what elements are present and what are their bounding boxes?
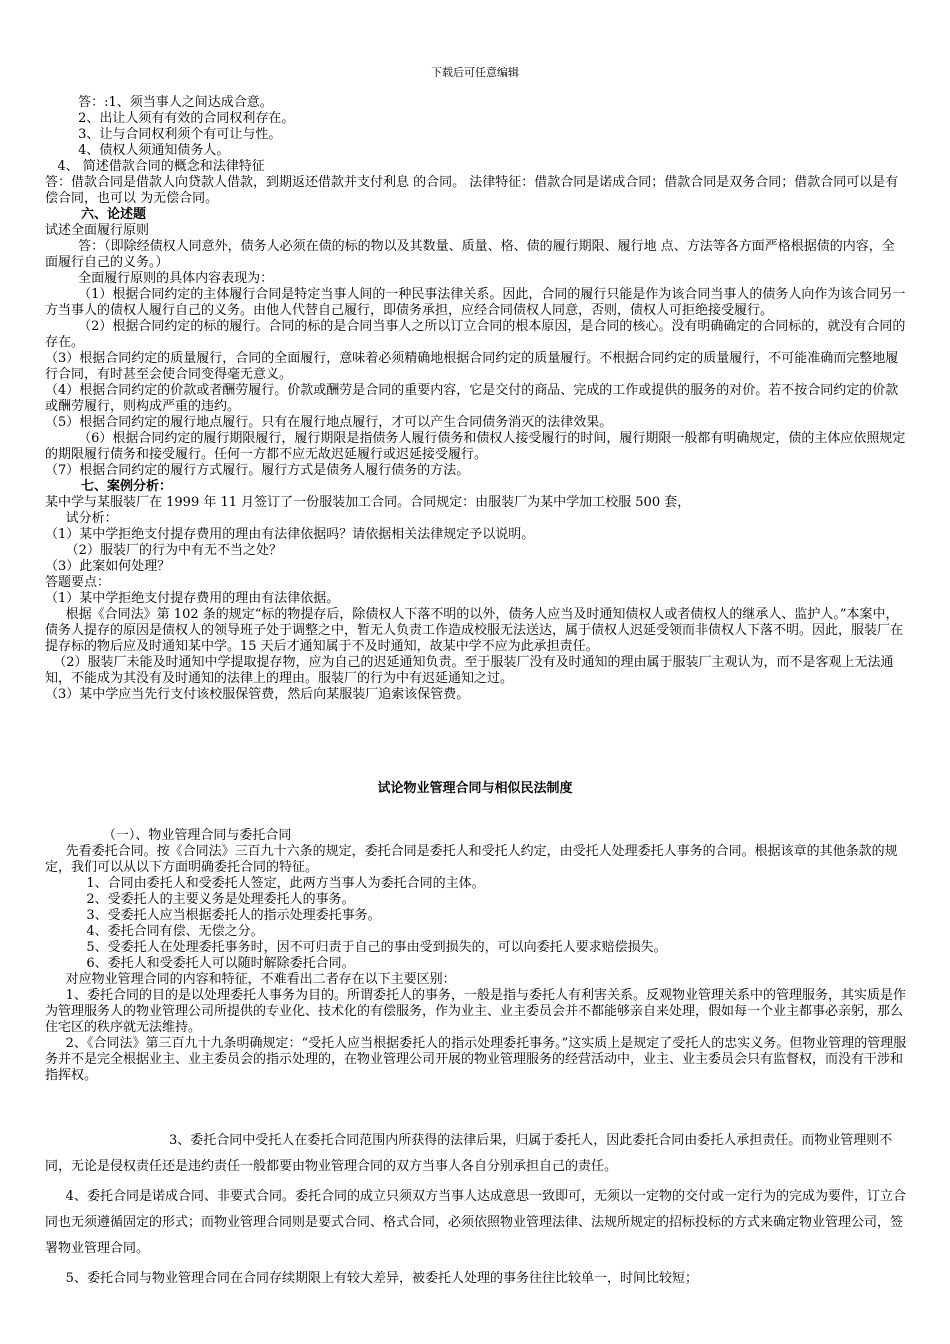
text-line: （1）某中学拒绝支付提存费用的理由有法律依据。	[45, 591, 340, 606]
text-line: （7）根据合同约定的履行方式履行。履行方式是债务人履行债务的方法。	[45, 463, 470, 478]
page-header-note: 下载后可任意编辑	[431, 66, 519, 79]
text-line: （1）某中学拒绝支付提存费用的理由有法律依据吗？请依据相关法律规定予以说明。	[45, 527, 535, 542]
text-line: 答：借款合同是借款人向贷款人借款，到期返还借款并支付利息 的合同。 法律特征：借款合同是诺成合同；借款合同是双务合同；借款合同可以是有偿合同，也可以 为无偿合同。	[45, 175, 899, 206]
section-heading-case: 七、案例分析：	[81, 479, 173, 494]
text-line: 全面履行原则的具体内容表现为：	[45, 271, 274, 286]
text-line: 5、委托合同与物业管理合同在合同存续期限上有较大差异，被委托人处理的事务往往比较单一，时间比较短；	[45, 1271, 698, 1286]
text-line: （一）、物业管理合同与委托合同	[45, 828, 292, 843]
text-line: 2、出让人须有有效的合同权利存在。	[45, 111, 295, 126]
article-body-wide	[45, 1128, 907, 1292]
text-line: 4、 简述借款合同的概念和法律特征	[45, 159, 265, 174]
text-line: （3）此案如何处理？	[45, 559, 171, 574]
text-line: 3、委托合同中受托人在委托合同范围内所获得的法律后果，归属于委托人，因此委托合同由委托人承担责任。而物业管理则不同，无论是侵权责任还是违约责任一般都要由物业管理合同的双方当事人各自分别承担自己的责任。	[45, 1133, 893, 1174]
text-line: （5）根据合同约定的履行地点履行。只有在履行地点履行，才可以产生合同债务消灭的法律效果。	[45, 415, 613, 430]
text-line: 答题要点：	[45, 575, 111, 590]
text-line: 1、委托合同的目的是以处理委托人事务为目的。所谓委托人的事务，一般是指与委托人有利害关系。反观物业管理关系中的管理服务，其实质是作为管理服务人的物业管理公司所提供的专业化、技术化的有偿服务，作为业主、业主委员会并不都能够亲自来处理，假如每一个业主都事必亲躬，那么住宅区的秩序就无法维持。	[45, 988, 906, 1035]
text-line: 试述全面履行原则	[45, 223, 150, 238]
text-line: （2）服装厂的行为中有无不当之处？	[45, 543, 282, 558]
text-line: 6、委托人和受委托人可以随时解除委托合同。	[45, 956, 355, 971]
article-title: 试论物业管理合同与相似民法制度	[377, 781, 573, 796]
text-line: 某中学与某服装厂在 1999 年 11 月签订了一份服装加工合同。合同规定：由服装厂为某中学加工校服 500 套，	[45, 495, 691, 510]
text-line: 4、委托合同是诺成合同、非要式合同。委托合同的成立只须双方当事人达成意思一致即可，无须以一定物的交付或一定行为的完成为要件，订立合同也无须遵循固定的形式；而物业管理合同则是要式合同、格式合同，必须依照物业管理法律、法规所规定的招标投标的方式来确定物业管理公司，签署物业管理合同。	[45, 1189, 906, 1256]
text-line: 试分析：	[45, 511, 118, 526]
text-line: （2）服装厂未能及时通知中学提取提存物，应为自己的迟延通知负责。至于服装厂没有及时通知的理由属于服装厂主观认为，而不是客观上无法通知，不能成为其没有及时通知的法律上的理由。服装厂的行为中有迟延通知之过。	[45, 655, 894, 686]
text-line: 对应物业管理合同的内容和特征，不难看出二者存在以下主要区别：	[45, 972, 456, 987]
text-line: 答：（即除经债权人同意外，债务人必须在债的标的物以及其数量、质量、格、债的履行期限、履行地 点、方法等各方面严格根据债的内容，全面履行自己的义务。）	[45, 239, 895, 270]
text-line: 答：:1、须当事人之间达成合意。	[45, 95, 273, 110]
text-line: 4、委托合同有偿、无偿之分。	[45, 924, 264, 939]
text-line: 4、债权人须通知债务人。	[45, 143, 230, 158]
text-line: 1、合同由委托人和受委托人签定，此两方当事人为委托合同的主体。	[45, 876, 485, 891]
text-line: 3、受委托人应当根据委托人的指示处理委托事务。	[45, 908, 381, 923]
text-line: 根据《合同法》第 102 条的规定“标的物提存后，除债权人下落不明的以外，债务人应当及时通知债权人或者债权人的继承人、监护人。”本案中，债务人提存的原因是债权人的领导班子处于调整之中，暂无人负责工作造成校服无法送达，属于债权人迟延受领而非债权人下落不明。因此，服装厂在提存标的物后应及时通知某中学。15 天后才通知属于不及时通知，故某中学不应为此承担责任。	[45, 607, 904, 654]
text-line: （4）根据合同约定的价款或者酬劳履行。价款或酬劳是合同的重要内容，它是交付的商品、完成的工作或提供的服务的对价。若不按合同约定的价款或酬劳履行，则构成严重的违约。	[45, 383, 899, 414]
text-line: （1）根据合同约定的主体履行合同是特定当事人间的一种民事法律关系。因此，合同的履行只能是作为该合同当事人的债务人向作为该合同另一方当事人的债权人履行自己的义务。由他人代替自己履行，即债务承担，应经合同债权人同意，否则，债权人可拒绝接受履行。	[45, 287, 906, 318]
text-line: （2）根据合同约定的标的履行。合同的标的是合同当事人之所以订立合同的根本原因，是合同的核心。没有明确确定的合同标的，就没有合同的存在。	[45, 319, 906, 350]
text-line: 2、《合同法》第三百九十九条明确规定：“受托人应当根据委托人的指示处理委托事务。”这实质上是规定了受托人的忠实义务。但物业管理的管理服务并不是完全根据业主、业主委员会的指示处理的，在物业管理公司开展的物业管理服务的经营活动中，业主、业主委员会只有监督权，而没有干涉和指挥权。	[45, 1036, 907, 1083]
text-line: 先看委托合同。按《合同法》三百九十六条的规定，委托合同是委托人和受托人约定，由受托人处理委托人事务的合同。根据该章的其他条款的规定，我们可以从以下方面明确委托合同的特征。	[45, 844, 898, 875]
text-line: 5、受委托人在处理委托事务时，因不可归责于自己的事由受到损失的，可以向委托人要求赔偿损失。	[45, 940, 667, 955]
text-line: （3）根据合同约定的质量履行，合同的全面履行，意味着必须精确地根据合同约定的质量履行。不根据合同约定的质量履行，不可能准确而完整地履行合同，有时甚至会使合同变得毫无意义。	[45, 351, 899, 382]
text-line: 3、让与合同权利须个有可让与性。	[45, 127, 282, 142]
section-top	[45, 95, 907, 703]
section-heading-essay: 六、论述题	[81, 207, 147, 222]
text-line: 2、受委托人的主要义务是处理委托人的事务。	[45, 892, 355, 907]
text-line: （6）根据合同约定的履行期限履行，履行期限是指债务人履行债务和债权人接受履行的时间，履行期限一般都有明确规定，债的主体应依照规定的期限履行债务和接受履行。任何一方都不应无故迟延履行或迟延接受履行。	[45, 431, 906, 462]
article-body	[45, 828, 907, 1084]
text-line: （3）某中学应当先行支付该校服保管费，然后向某服装厂追索该保管费。	[45, 687, 470, 702]
